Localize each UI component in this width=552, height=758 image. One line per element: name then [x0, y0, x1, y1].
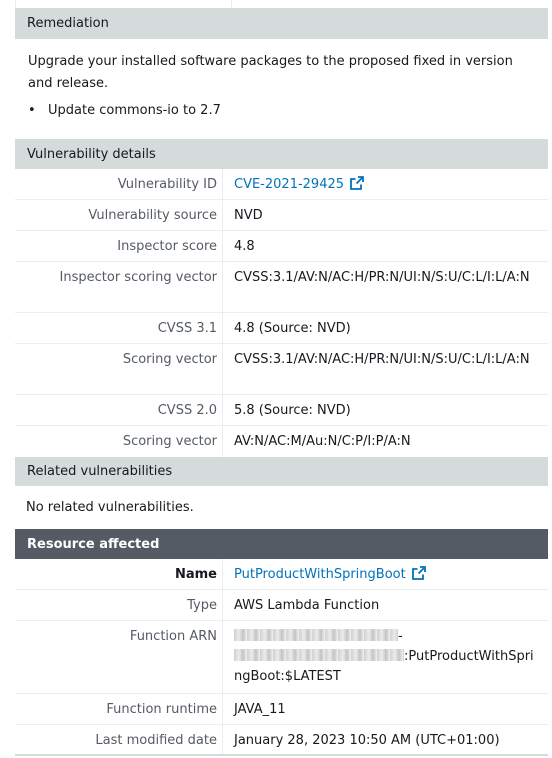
vulnerability-details-header: [15, 139, 548, 169]
list-item: • Update commons-io to 2.7: [28, 103, 221, 118]
arn-dash: -: [398, 629, 403, 644]
resource-name-link[interactable]: PutProductWithSpringBoot: [234, 567, 406, 582]
table-row: [15, 725, 548, 756]
resource-affected-title: Resource affected: [27, 536, 160, 552]
row-label: Name: [174, 567, 217, 582]
row-value: January 28, 2023 10:50 AM (UTC+01:00): [222, 725, 548, 754]
row-value: AWS Lambda Function: [222, 590, 548, 620]
table-row: [15, 169, 548, 200]
table-row: [15, 395, 548, 426]
row-label: CVSS 2.0: [157, 403, 217, 418]
row-value: [222, 559, 548, 589]
row-label: Type: [187, 598, 217, 613]
row-label: Last modified date: [95, 733, 217, 748]
remediation-item: Update commons-io to 2.7: [48, 103, 221, 118]
row-value: 4.8: [222, 231, 548, 261]
row-label: Vulnerability ID: [117, 177, 217, 192]
table-row: [15, 344, 548, 395]
row-value: 5.8 (Source: NVD): [222, 395, 548, 425]
remediation-text: Upgrade your installed software packages to the proposed fixed in version and release.: [28, 54, 513, 91]
row-label: Inspector scoring vector: [59, 270, 217, 285]
row-value: NVD: [222, 200, 548, 230]
remediation-list: [28, 100, 221, 122]
row-value: JAVA_11: [222, 694, 548, 724]
function-arn-value: [222, 621, 548, 693]
arn-line-3: ngBoot:$LATEST: [234, 669, 341, 684]
remediation-header: [15, 8, 548, 39]
table-row: [15, 694, 548, 725]
external-link-icon[interactable]: [350, 176, 364, 190]
table-row: [15, 200, 548, 231]
arn-suffix: :PutProductWithSpri: [404, 649, 534, 664]
previous-table-fragment: [15, 0, 548, 8]
row-label: Inspector score: [117, 239, 217, 254]
remediation-title: Remediation: [27, 16, 109, 31]
row-label: Vulnerability source: [88, 208, 217, 223]
row-value: 4.8 (Source: NVD): [222, 313, 548, 343]
redacted-text: [234, 629, 398, 641]
row-value: [222, 169, 548, 199]
related-vulnerabilities-header: [15, 457, 548, 486]
row-label: Function runtime: [106, 702, 217, 717]
table-row: [15, 590, 548, 621]
resource-affected-header: [15, 529, 548, 559]
table-row: [15, 313, 548, 344]
row-label: CVSS 3.1: [157, 321, 217, 336]
row-value: AV:N/AC:M/Au:N/C:P/I:P/A:N: [222, 426, 548, 457]
table-row: [15, 426, 548, 457]
table-row: [15, 621, 548, 694]
table-row: [15, 231, 548, 262]
vulnerability-id-link[interactable]: CVE-2021-29425: [234, 177, 345, 192]
external-link-icon[interactable]: [412, 566, 426, 580]
row-value: CVSS:3.1/AV:N/AC:H/PR:N/UI:N/S:U/C:L/I:L/A:N: [222, 344, 548, 394]
table-row: [15, 559, 548, 590]
table-row: [15, 262, 548, 313]
row-label: Function ARN: [129, 629, 217, 644]
no-related-text: No related vulnerabilities.: [26, 500, 194, 515]
vulnerability-details-title: Vulnerability details: [27, 146, 156, 162]
row-label: Scoring vector: [122, 434, 217, 449]
row-value: CVSS:3.1/AV:N/AC:H/PR:N/UI:N/S:U/C:L/I:L/A:N: [222, 262, 548, 312]
related-vulnerabilities-title: Related vulnerabilities: [27, 464, 173, 479]
row-label: Scoring vector: [122, 352, 217, 367]
redacted-text: [234, 649, 404, 661]
previous-table-divider: [231, 0, 232, 8]
